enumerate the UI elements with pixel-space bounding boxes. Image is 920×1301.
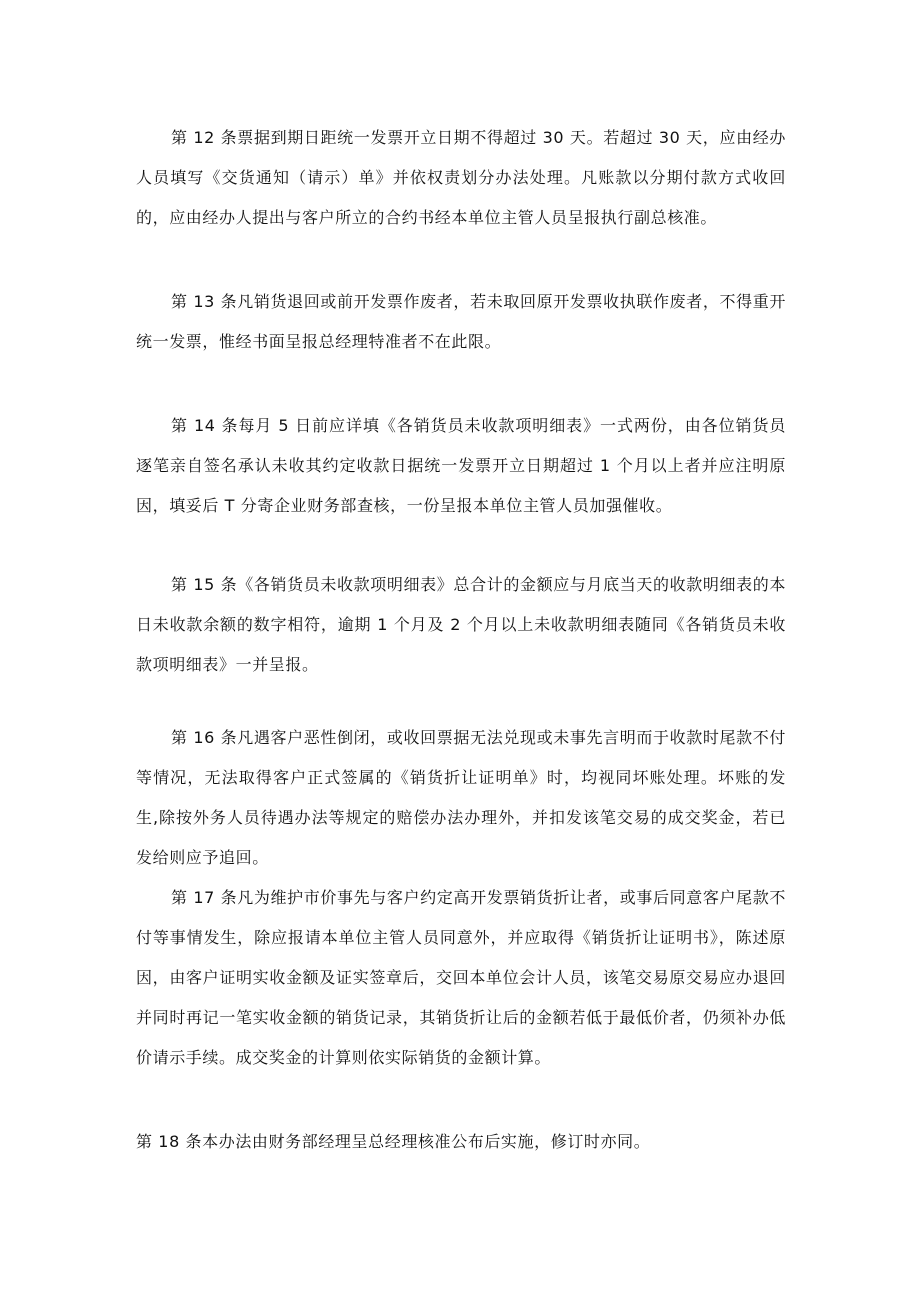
article-15-paragraph: 第 15 条《各销货员未收款项明细表》总合计的金额应与月底当天的收款明细表的本日未收款余额的数字相符，逾期 1 个月及 2 个月以上未收款明细表随同《各销货员未收款项明细表》一并呈报。 — [136, 575, 786, 674]
article-18-paragraph: 第 18 条本办法由财务部经理呈总经理核准公布后实施，修订时亦同。 — [136, 1132, 651, 1151]
article-17-paragraph: 第 17 条凡为维护市价事先与客户约定高开发票销货折让者，或事后同意客户尾款不付等事情发生，除应报请本单位主管人员同意外，并应取得《销货折让证明书》，陈述原因，由客户证明实收金额及证实签章后，交回本单位会计人员，该笔交易原交易应办退回并同时再记一笔实收金额的销货记录，其销货折让后的金额若低于最低价者，仍须补办低价请示手续。成交奖金的计算则依实际销货的金额计算。 — [136, 888, 786, 1067]
article-16-paragraph: 第 16 条凡遇客户恶性倒闭，或收回票据无法兑现或未事先言明而于收款时尾款不付等情况，无法取得客户正式签属的《销货折让证明单》时，均视同坏账处理。坏账的发生,除按外务人员待遇办法等规定的赔偿办法办理外，并扣发该笔交易的成交奖金，若已发给则应予追回。 — [136, 728, 786, 867]
article-12-paragraph: 第 12 条票据到期日距统一发票开立日期不得超过 30 天。若超过 30 天，应由经办人员填写《交货通知（请示）单》并依权责划分办法处理。凡账款以分期付款方式收回的，应由经办人提出与客户所立的合约书经本单位主管人员呈报执行副总核准。 — [136, 128, 786, 227]
article-13-paragraph: 第 13 条凡销货退回或前开发票作废者，若未取回原开发票收执联作废者，不得重开统一发票，惟经书面呈报总经理特准者不在此限。 — [136, 292, 786, 351]
article-14-paragraph: 第 14 条每月 5 日前应详填《各销货员未收款项明细表》一式两份，由各位销货员逐笔亲自签名承认未收其约定收款日据统一发票开立日期超过 1 个月以上者并应注明原因，填妥后 T 分寄企业财务部查核，一份呈报本单位主管人员加强催收。 — [136, 416, 786, 515]
